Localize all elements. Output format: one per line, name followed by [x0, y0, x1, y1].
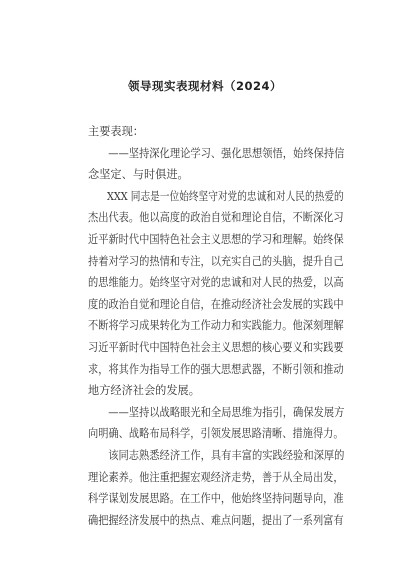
text-line: 该同志熟悉经济工作，具有丰富的实践经验和深厚的: [108, 448, 345, 462]
text-line: 习近平新时代中国特色社会主义思想的核心要义和实践要: [88, 340, 344, 354]
text-line: 持着对学习的热情和专注，以充实自己的头脑，提升自己: [88, 254, 344, 268]
text-line: 求，将其作为指导工作的强大思想武器，不断引领和推动: [88, 362, 344, 376]
text-line: ——坚持以战略眼光和全局思维为指引，确保发展方: [108, 405, 345, 419]
text-line: 杰出代表。他以高度的政治自觉和理论自信，不断深化习: [88, 211, 344, 225]
text-line: 主要表现：: [88, 125, 144, 138]
text-line: 确把握经济发展中的热点、难点问题，提出了一系列富有: [88, 513, 344, 527]
document-body: [88, 121, 344, 531]
text-line: 念坚定、与时俱进。: [88, 168, 189, 182]
text-line: 科学谋划发展思路。在工作中，他始终坚持问题导向，准: [88, 492, 344, 506]
text-line: 的思维能力。始终坚守对党的忠诚和对人民的热爱，以高: [88, 276, 344, 290]
document-title: 领导现实表现材料（2024）: [127, 79, 282, 93]
text-line: 近平新时代中国特色社会主义思想的学习和理解。始终保: [88, 232, 344, 246]
text-line: ——坚持深化理论学习、强化思想领悟，始终保持信: [108, 146, 345, 160]
text-line: 向明确、战略布局科学，引领发展思路清晰、措施得力。: [88, 427, 344, 441]
text-line: XXX 同志是一位始终坚守对党的忠诚和对人民的热爱的: [107, 189, 344, 203]
text-line: 理论素养。他注重把握宏观经济走势，善于从全局出发，: [88, 470, 344, 484]
text-line: 不断将学习成果转化为工作动力和实践能力。他深刻理解: [88, 319, 344, 333]
text-line: 度的政治自觉和理论自信，在推动经济社会发展的实践中: [88, 297, 344, 311]
text-line: 地方经济社会的发展。: [88, 384, 200, 398]
